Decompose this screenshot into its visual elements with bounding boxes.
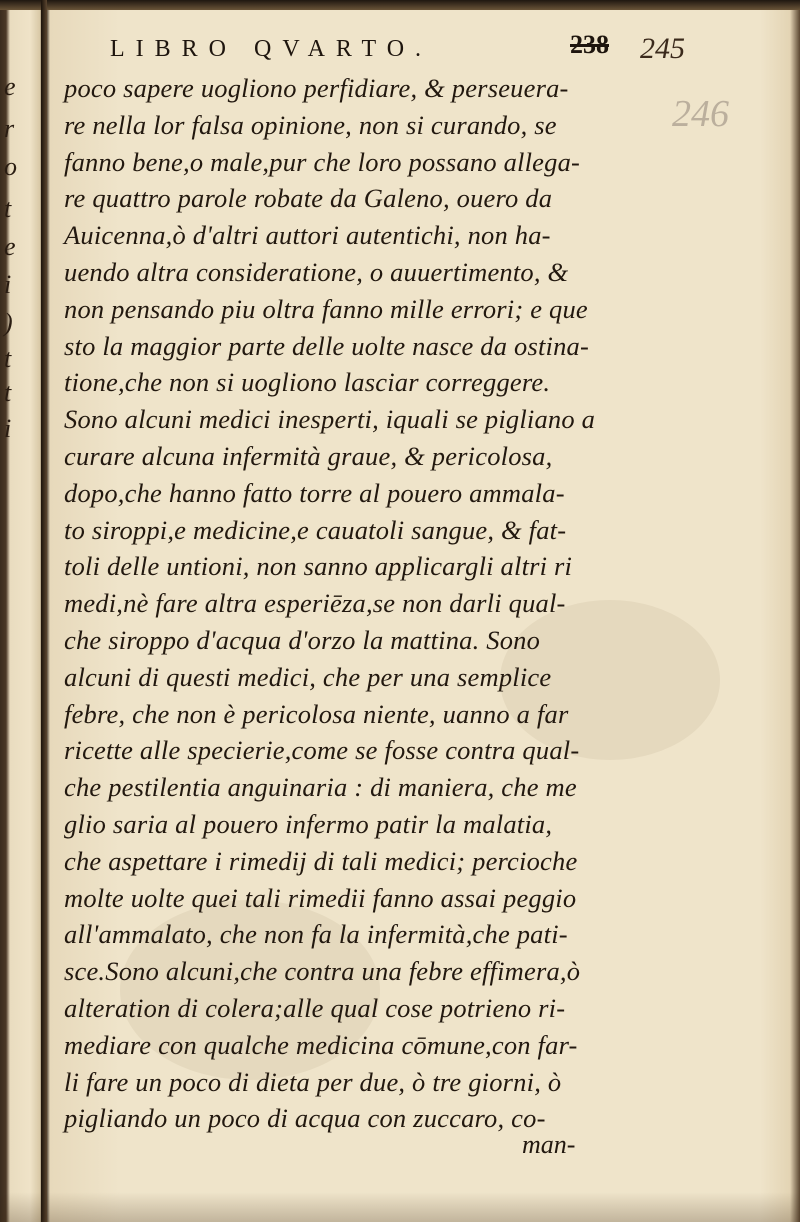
text-line: molte uolte quei tali rimedii fanno assai peggio	[64, 882, 577, 913]
left-fragment: t	[4, 344, 12, 373]
body-text	[64, 70, 644, 1137]
text-line: Sono alcuni medici inesperti, iquali se pigliano a	[64, 404, 596, 435]
text-line: alteration di colera;alle qual cose potrieno ri-	[64, 992, 566, 1023]
left-fragment: i	[4, 270, 12, 299]
text-line: all'ammalato, che non fa la infermità,che pati-	[64, 919, 568, 950]
left-fragment: e	[4, 232, 16, 261]
left-fragment: i	[4, 414, 12, 443]
old-page-number: 238	[570, 30, 609, 59]
text-line: uendo altra consideratione, o auuertimento, &	[64, 256, 569, 287]
text-line: che aspettare i rimedij di tali medici; percioche	[64, 845, 578, 876]
left-fragment: )	[4, 308, 13, 337]
text-line: pigliando un poco di acqua con zuccaro, co-	[64, 1103, 546, 1134]
text-line: dopo,che hanno fatto torre al pouero ammala-	[64, 477, 565, 508]
left-fragment: t	[4, 378, 12, 407]
handwritten-page-number: 245	[640, 32, 685, 65]
text-line: re nella lor falsa opinione, non si curando, se	[64, 109, 557, 140]
text-line: toli delle untioni, non sanno applicargli altri ri	[64, 551, 573, 582]
text-line: re quattro parole robate da Galeno, ouero da	[64, 183, 553, 214]
text-line: fanno bene,o male,pur che loro possano allega-	[64, 146, 581, 177]
text-line: alcuni di questi medici, che per una semplice	[64, 661, 552, 692]
margin-note: 246	[672, 93, 729, 135]
text-line: ricette alle specierie,come se fosse contra qual-	[64, 735, 580, 766]
text-line: febre, che non è pericolosa niente, uanno a far	[64, 698, 569, 729]
text-line: li fare un poco di dieta per due, ò tre giorni, ò	[64, 1066, 562, 1097]
text-line: Auicenna,ò d'altri auttori autentichi, non ha-	[64, 220, 551, 251]
text-line: medi,nè fare altra esperiēza,se non darli qual-	[64, 588, 566, 619]
text-line: sce.Sono alcuni,che contra una febre effimera,ò	[64, 956, 581, 987]
left-page-fragment	[0, 10, 42, 1222]
left-fragment: e	[4, 72, 16, 101]
text-line: sto la maggior parte delle uolte nasce da ostina-	[64, 330, 590, 361]
text-line: mediare con qualche medicina cōmune,con far-	[64, 1029, 578, 1060]
text-line: glio saria al pouero infermo patir la malatia,	[64, 808, 553, 839]
left-fragment: r	[4, 114, 15, 143]
text-line: curare alcuna infermità graue, & pericolosa,	[64, 440, 553, 471]
text-line: tione,che non si uogliono lasciar correggere.	[64, 367, 551, 398]
page-top-edge	[0, 0, 800, 10]
text-line: che siroppo d'acqua d'orzo la mattina. Sono	[64, 624, 541, 655]
book-gutter	[41, 0, 47, 1222]
left-fragment: o	[4, 152, 17, 181]
text-line: to siroppi,e medicine,e cauatoli sangue, & fat-	[64, 514, 567, 545]
text-line: che pestilentia anguinaria : di maniera, che me	[64, 772, 577, 803]
catchword: man-	[522, 1130, 576, 1159]
text-line: non pensando piu oltra fanno mille errori; e que	[64, 293, 588, 324]
page-bottom-shade	[0, 1192, 800, 1222]
left-fragment: t	[4, 194, 12, 223]
running-header: LIBRO QVARTO.	[110, 36, 433, 62]
text-line: poco sapere uogliono perfidiare, & perseuera-	[64, 73, 569, 103]
